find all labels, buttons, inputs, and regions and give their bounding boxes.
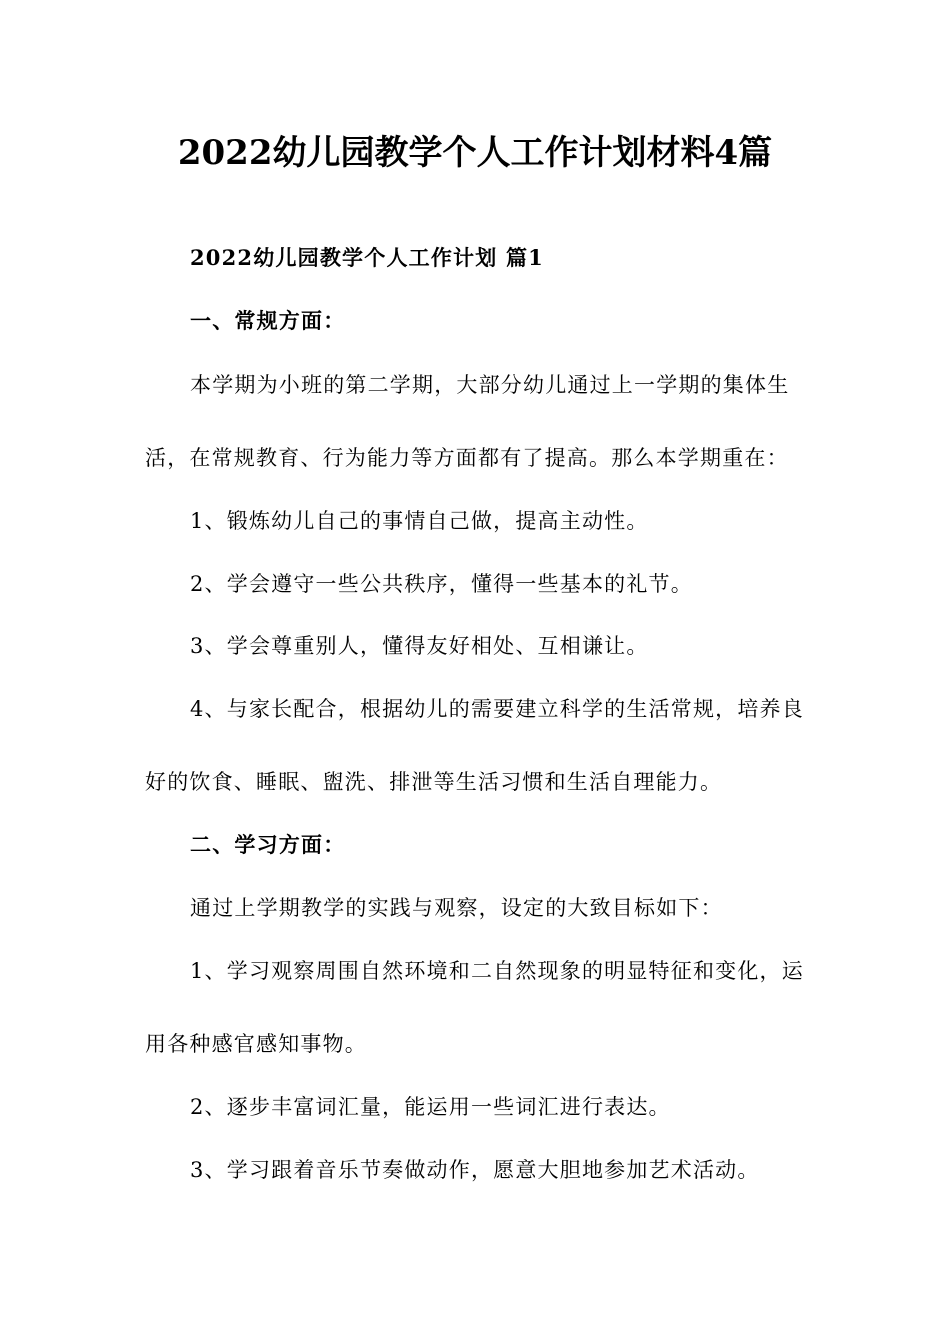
list-item: 1、学习观察周围自然环境和二自然现象的明显特征和变化，运: [190, 959, 804, 983]
list-item-continuation: 用各种感官感知事物。: [145, 1032, 367, 1056]
list-item: 1、锻炼幼儿自己的事情自己做，提高主动性。: [190, 509, 649, 533]
list-item-continuation: 好的饮食、睡眠、盥洗、排泄等生活习惯和生活自理能力。: [145, 770, 723, 794]
paragraph-line: 本学期为小班的第二学期，大部分幼儿通过上一学期的集体生: [190, 373, 790, 397]
paragraph-line: 通过上学期教学的实践与观察，设定的大致目标如下：: [190, 896, 723, 920]
list-item: 3、学会尊重别人，懂得友好相处、互相谦让。: [190, 634, 649, 658]
document-title: 2022幼儿园教学个人工作计划材料4篇: [177, 133, 773, 173]
list-item: 2、逐步丰富词汇量，能运用一些词汇进行表达。: [190, 1095, 671, 1119]
subheading-learning: 二、学习方面：: [190, 832, 346, 857]
paragraph-line: 活，在常规教育、行为能力等方面都有了提高。那么本学期重在：: [145, 446, 789, 470]
list-item: 4、与家长配合，根据幼儿的需要建立科学的生活常规，培养良: [190, 697, 804, 721]
list-item: 3、学习跟着音乐节奏做动作，愿意大胆地参加艺术活动。: [190, 1158, 760, 1182]
list-item: 2、学会遵守一些公共秩序，懂得一些基本的礼节。: [190, 572, 693, 596]
subheading-routine: 一、常规方面：: [190, 308, 346, 333]
section-heading-part1: 2022幼儿园教学个人工作计划 篇1: [190, 245, 544, 270]
